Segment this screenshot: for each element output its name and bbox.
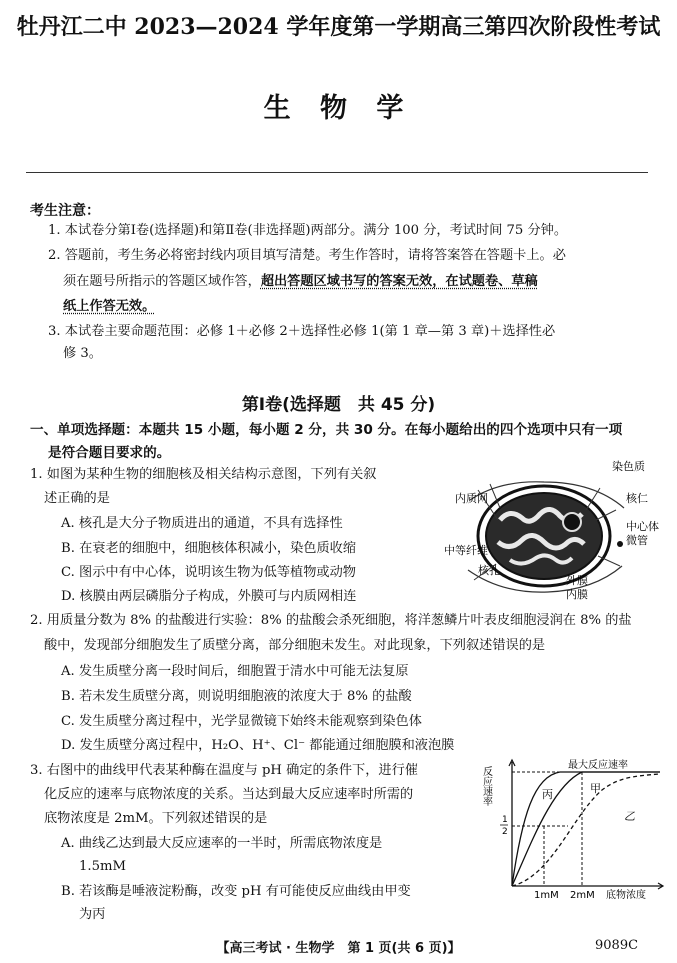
header-divider — [26, 172, 648, 173]
q2-option-b: B. 若未发生质壁分离，则说明细胞液的浓度大于 8% 的盐酸 — [61, 689, 412, 704]
notice-item-2c: 纸上作答无效。 — [63, 299, 156, 314]
label-yi: 乙 — [624, 810, 635, 823]
q2-option-c: C. 发生质壁分离过程中，光学显微镜下始终未能观察到染色体 — [61, 714, 422, 729]
chart-ylabel: 反应速率 — [480, 766, 492, 806]
enzyme-rate-chart — [482, 756, 672, 904]
chart-xlabel: 底物浓度 — [606, 890, 646, 901]
tick-1mM: 1mM — [534, 890, 559, 901]
section-intro-b: 是符合题目要求的。 — [48, 445, 171, 461]
nucleus-figure — [430, 460, 670, 612]
section-title: 第Ⅰ卷(选择题 共 45 分) — [241, 395, 436, 415]
notice-item-2b-text: 须在题号所指示的答题区域作答， — [63, 274, 261, 289]
label-inner: 内膜 — [566, 588, 588, 601]
q3-option-b-line1: B. 若该酶是唾液淀粉酶，改变 pH 有可能使反应曲线由甲变 — [61, 884, 411, 899]
q3-stem-a: 3. 右图中的曲线甲代表某种酶在温度与 pH 确定的条件下，进行催 — [30, 763, 418, 778]
curve-yi — [512, 774, 660, 886]
label-microtubule: 微管 — [626, 534, 648, 547]
q3-option-a-line1: A. 曲线乙达到最大反应速率的一半时，所需底物浓度是 — [61, 836, 383, 851]
q1-option-a: A. 核孔是大分子物质进出的通道，不具有选择性 — [61, 516, 343, 531]
q3-option-a-line2: 1.5mM — [79, 859, 126, 874]
label-outer: 外膜 — [566, 574, 588, 587]
notice-heading: 考生注意： — [30, 203, 100, 219]
q2-stem-b: 酸中，发现部分细胞发生了质壁分离，部分细胞未发生。对此现象，下列叙述错误的是 — [44, 638, 546, 653]
q1-stem-b: 述正确的是 — [44, 491, 110, 506]
exam-title: 牡丹江二中 2023—2024 学年度第一学期高三第四次阶段性考试 — [16, 14, 661, 40]
q2-stem-a: 2. 用质量分数为 8% 的盐酸进行实验：8% 的盐酸会杀死细胞，将洋葱鳞片叶表皮细胞浸润在 8% 的盐 — [30, 613, 632, 628]
chart-axes — [509, 760, 663, 889]
curve-bing — [512, 772, 660, 886]
label-centriole: 中心体 — [626, 520, 659, 533]
tick-half-2: 2 — [502, 827, 508, 837]
q1-option-d: D. 核膜由两层磷脂分子构成，外膜可与内质网相连 — [61, 589, 357, 604]
page-footer: 【高三考试 · 生物学 第 1 页(共 6 页)】 — [216, 941, 461, 956]
q2-option-a: A. 发生质壁分离一段时间后，细胞置于清水中可能无法复原 — [61, 664, 409, 679]
q1-stem-a: 1. 如图为某种生物的细胞核及相关结构示意图，下列有关叙 — [30, 467, 377, 482]
label-fiber: 中等纤维 — [444, 544, 488, 557]
notice-item-2b-emphasis: 超出答题区域书写的答案无效，在试题卷、草稿 — [260, 274, 538, 289]
q3-stem-c: 底物浓度是 2mM。下列叙述错误的是 — [44, 811, 268, 826]
q3-stem-b: 化反应的速率与底物浓度的关系。当达到最大反应速率时所需的 — [44, 787, 414, 802]
subject-title: 生 物 学 — [263, 93, 414, 124]
label-nucleolus: 核仁 — [626, 492, 648, 505]
paper-code: 9089C — [595, 938, 639, 953]
notice-item-3b: 修 3。 — [63, 346, 102, 361]
q2-option-d: D. 发生质壁分离过程中，H₂O、H⁺、Cl⁻ 都能通过细胞膜和液泡膜 — [61, 738, 455, 753]
tick-half-1: 1 — [502, 815, 508, 825]
label-er: 内质网 — [455, 492, 488, 505]
chart-max-label: 最大反应速率 — [568, 760, 628, 771]
notice-item-2b — [63, 273, 538, 291]
label-pore: 核孔 — [478, 564, 500, 577]
tick-2mM: 2mM — [570, 890, 595, 901]
notice-item-2a: 2. 答题前，考生务必将密封线内项目填写清楚。考生作答时，请将答案答在答题卡上。必 — [48, 248, 566, 263]
q3-option-b-line2: 为丙 — [79, 907, 106, 922]
q1-option-c: C. 图示中有中心体，说明该生物为低等植物或动物 — [61, 565, 356, 580]
label-jia: 甲 — [590, 782, 601, 795]
notice-item-1: 1. 本试卷分第Ⅰ卷(选择题)和第Ⅱ卷(非选择题)两部分。满分 100 分，考试时间 75 分钟。 — [48, 223, 568, 238]
section-intro-a: 一、单项选择题：本题共 15 小题，每小题 2 分，共 30 分。在每小题给出的四个选项中只有一项 — [30, 422, 623, 438]
label-chromatin: 染色质 — [612, 460, 645, 473]
curve-jia — [512, 772, 660, 886]
notice-item-3a: 3. 本试卷主要命题范围：必修 1＋必修 2＋选择性必修 1(第 1 章—第 3 章)＋选择性必 — [48, 324, 556, 339]
q1-option-b: B. 在衰老的细胞中，细胞核体积减小，染色质收缩 — [61, 541, 357, 556]
label-bing: 丙 — [542, 788, 553, 801]
